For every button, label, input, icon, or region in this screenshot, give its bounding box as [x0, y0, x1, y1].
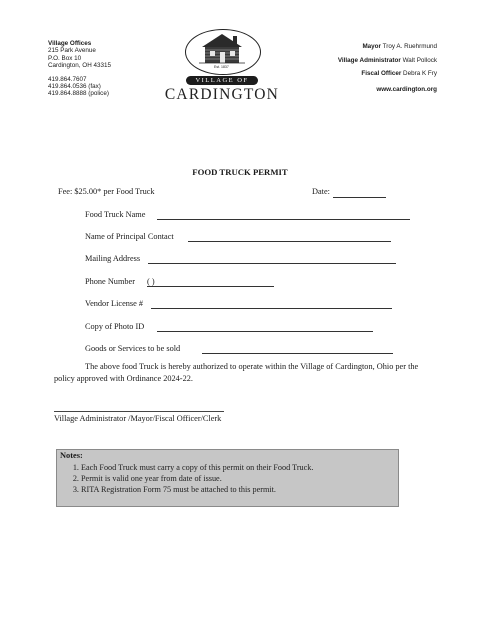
- form-title: FOOD TRUCK PERMIT: [192, 167, 288, 177]
- phone-police: 419.864.8888 (police): [48, 90, 109, 98]
- office-phones: [48, 76, 109, 98]
- phone-fax: 419.864.0536 (fax): [48, 83, 101, 91]
- truck-name-label: Food Truck Name: [85, 210, 146, 219]
- phone-number-label: Phone Number: [85, 277, 136, 286]
- website-link[interactable]: www.cardington.org: [376, 86, 437, 93]
- mailing-address-label: Mailing Address: [85, 254, 141, 263]
- photo-id-label: Copy of Photo ID: [85, 322, 145, 331]
- fee-text: Fee: $25.00* per Food Truck: [58, 187, 155, 196]
- notes-box: [56, 449, 399, 507]
- mailing-address-field[interactable]: [148, 263, 396, 264]
- seal-banner: VILLAGE OF: [186, 76, 258, 85]
- officials-list: [338, 40, 437, 81]
- city-name: CARDINGTON: [164, 86, 280, 103]
- address-line: P.O. Box 10: [48, 54, 82, 62]
- truck-name-field[interactable]: [157, 219, 410, 220]
- note-item: 1. Each Food Truck must carry a copy of this permit on their Food Truck.: [81, 462, 313, 473]
- authorization-text: The above food Truck is hereby authorized to operate within the Village of Cardington, Ohio per the policy approved with Ordinance 2024-22.: [54, 362, 419, 383]
- phone-number-field[interactable]: [147, 286, 274, 287]
- signature-label: Village Administrator /Mayor/Fiscal Officer/Clerk: [54, 414, 222, 423]
- address-line: Cardington, OH 43315: [48, 62, 112, 70]
- vendor-license-label: Vendor License #: [85, 299, 144, 308]
- vendor-license-field[interactable]: [151, 308, 392, 309]
- notes-list: [57, 462, 313, 495]
- photo-id-field[interactable]: [157, 331, 373, 332]
- goods-services-field[interactable]: [202, 353, 393, 354]
- date-label: Date:: [312, 187, 330, 196]
- official-fiscal-officer: Fiscal Officer Debra K Fry: [361, 70, 437, 77]
- official-mayor: Mayor Troy A. Ruehrmund: [362, 43, 437, 50]
- phone-area-code: ( ): [147, 277, 155, 286]
- signature-field[interactable]: [54, 411, 224, 412]
- address-line: 215 Park Avenue: [48, 47, 96, 55]
- official-administrator: Village Administrator Walt Pollock: [337, 56, 437, 64]
- seal-est-text: Est. 1837: [214, 65, 229, 69]
- principal-contact-label: Name of Principal Contact: [85, 232, 174, 241]
- notes-title: Notes:: [60, 451, 83, 460]
- goods-services-label: Goods or Services to be sold: [85, 344, 181, 353]
- office-name: Village Offices: [48, 40, 92, 47]
- log-cabin-icon: [196, 31, 248, 67]
- date-field[interactable]: [333, 197, 386, 198]
- phone-main: 419.864.7607: [48, 76, 87, 83]
- office-address: [48, 40, 111, 70]
- note-item: 3. RITA Registration Form 75 must be attached to this permit.: [81, 484, 313, 495]
- note-item: 2. Permit is valid one year from date of issue.: [81, 473, 313, 484]
- principal-contact-field[interactable]: [188, 241, 391, 242]
